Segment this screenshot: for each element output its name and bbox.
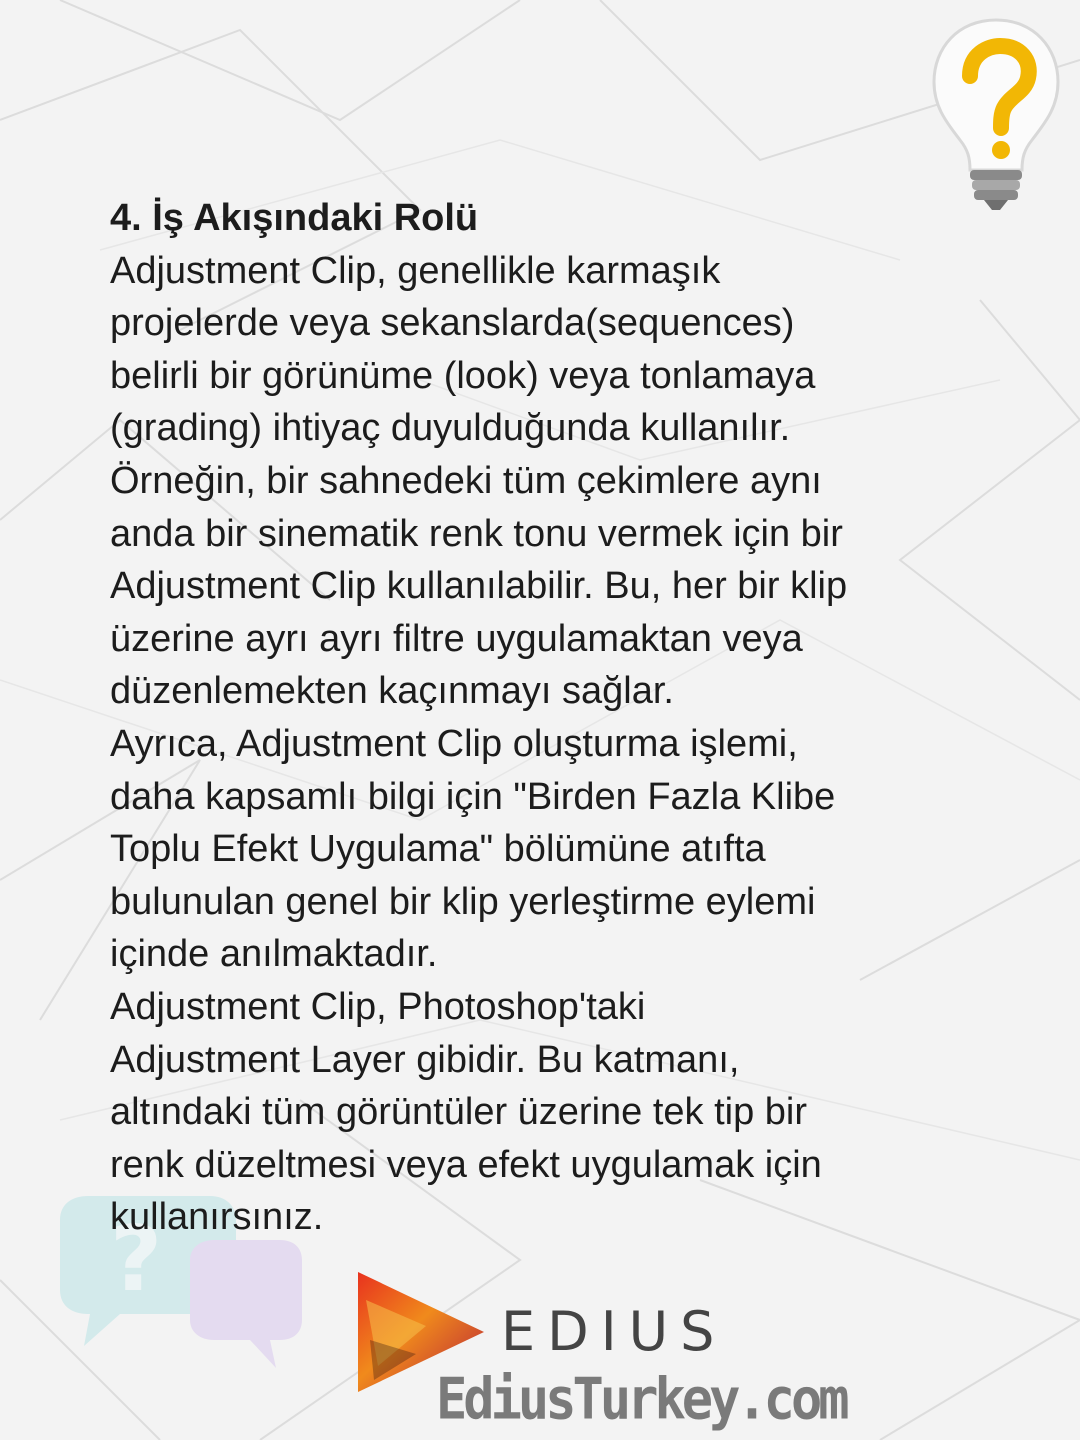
- text-line: Örneğin, bir sahnedeki tüm çekimlere aynı: [110, 459, 822, 502]
- lightbulb-question-icon: [930, 14, 1062, 214]
- text-line: bulunulan genel bir klip yerleştirme eylemi: [110, 880, 816, 923]
- text-line: Ayrıca, Adjustment Clip oluşturma işlemi,: [110, 722, 798, 765]
- text-line: Adjustment Layer gibidir. Bu katmanı,: [110, 1038, 740, 1081]
- text-line: Adjustment Clip kullanılabilir. Bu, her bir klip: [110, 565, 848, 608]
- logo-name: EDIUS: [501, 1300, 727, 1363]
- body-text: [110, 245, 990, 1244]
- text-line: kullanırsınız.: [110, 1196, 324, 1239]
- text-line: anda bir sinematik renk tonu vermek için bir: [110, 512, 843, 555]
- text-line: renk düzeltmesi veya efekt uygulamak için: [110, 1143, 822, 1186]
- text-line: belirli bir görünüme (look) veya tonlamaya: [110, 354, 816, 397]
- svg-text:?: ?: [110, 1207, 163, 1312]
- text-line: Adjustment Clip, genellikle karmaşık: [110, 249, 721, 292]
- section-heading: 4. İş Akışındaki Rolü: [110, 197, 479, 239]
- text-line: içinde anılmaktadır.: [110, 933, 438, 976]
- text-line: daha kapsamlı bilgi için "Birden Fazla Klibe: [110, 775, 836, 818]
- main-text: [110, 192, 990, 1244]
- logo-site-url: EdiusTurkey.com: [436, 1367, 846, 1433]
- text-line: Toplu Efekt Uygulama" bölümüne atıfta: [110, 828, 766, 871]
- text-line: altındaki tüm görüntüler üzerine tek tip bir: [110, 1091, 808, 1134]
- text-line: (grading) ihtiyaç duyulduğunda kullanılır.: [110, 407, 791, 450]
- text-line: Adjustment Clip, Photoshop'taki: [110, 985, 646, 1028]
- text-line: üzerine ayrı ayrı filtre uygulamaktan veya: [110, 617, 803, 660]
- edius-logo: [356, 1270, 846, 1435]
- text-line: projelerde veya sekanslarda(sequences): [110, 302, 795, 345]
- text-line: düzenlemekten kaçınmayı sağlar.: [110, 670, 674, 713]
